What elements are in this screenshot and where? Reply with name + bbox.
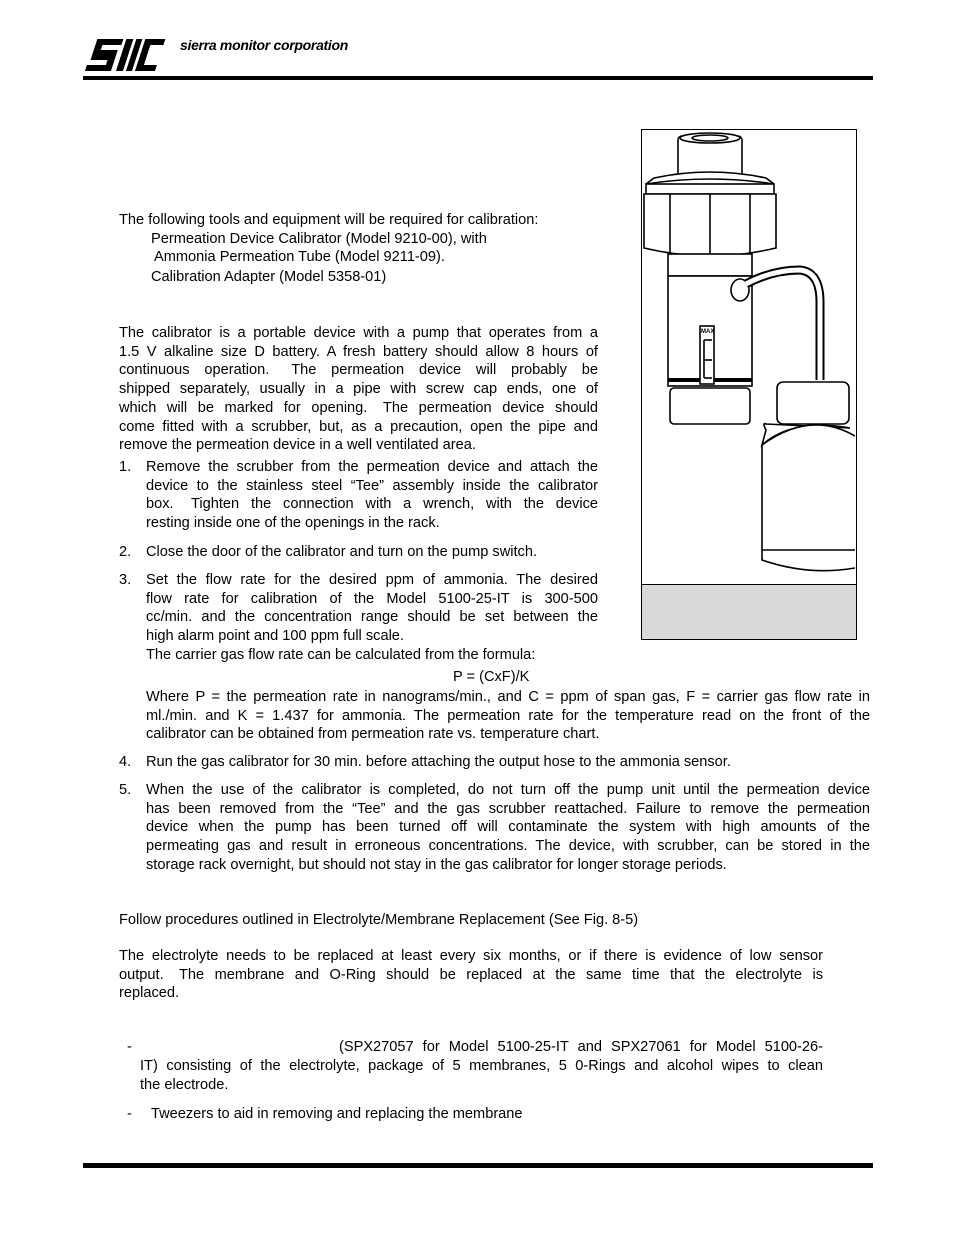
kit-line: IT) consisting of the electrolyte, package of 5 membranes, 5 0-Rings and alcohol wipes to clean: [140, 1058, 823, 1074]
company-logo: [84, 37, 176, 79]
step-line: flow rate for calibration of the Model 5100-25-IT is 300-500: [146, 590, 598, 607]
step-line: storage rack overnight, but should not stay in the gas calibrator for longer storage periods.: [146, 856, 727, 873]
step-number: 2.: [119, 544, 132, 560]
paragraph-line: The calibrator is a portable device with a pump that operates from a: [119, 325, 598, 341]
calibrator-paragraph: [119, 324, 598, 455]
step-number: 3.: [119, 572, 132, 588]
paragraph-line: The electrolyte needs to be replaced at least every six months, or if there is evidence of low sensor: [119, 948, 823, 964]
smc-logo-icon: [84, 37, 176, 73]
explanation-line: Where P = the permeation rate in nanograms/min., and C = ppm of span gas, F = carrier gas flow rate in: [146, 689, 870, 705]
tweezers-text: Tweezers to aid in removing and replacing the membrane: [151, 1106, 523, 1122]
step-line: resting inside one of the openings in the rack.: [146, 515, 440, 532]
step-line: has been removed from the “Tee” and the gas scrubber reattached. Failure to remove the permeation: [146, 800, 870, 817]
header-divider: [83, 76, 873, 80]
formula-intro: The carrier gas flow rate can be calculated from the formula:: [146, 646, 536, 663]
step-number: 1.: [119, 459, 132, 475]
company-name: sierra monitor corporation: [180, 37, 349, 53]
step-line: When the use of the calibrator is completed, do not turn off the pump unit until the permeation device: [146, 782, 870, 798]
electrolyte-paragraph: [119, 947, 823, 1003]
kit-line: (SPX27057 for Model 5100-25-IT and SPX27061 for Model 5100-26-: [339, 1039, 823, 1055]
paragraph-line: replaced.: [119, 985, 180, 1002]
electrolyte-procedure: Follow procedures outlined in Electrolyte/Membrane Replacement (See Fig. 8-5): [119, 912, 639, 928]
step-line: box. Tighten the connection with a wrench, with the device: [146, 496, 598, 513]
paragraph-line: shipped separately, usually in a pipe with screw cap ends, one of: [119, 381, 598, 398]
paragraph-line: come fitted with a scrubber, but, as a precaution, open the pipe and: [119, 418, 598, 435]
permeation-device-figure: [641, 129, 857, 639]
paragraph-line: 1.5 V alkaline size D battery. A fresh battery should allow 8 hours of: [119, 343, 598, 360]
step-line: Run the gas calibrator for 30 min. before attaching the output hose to the ammonia sensor.: [146, 754, 731, 770]
paragraph-line: remove the permeation device in a well ventilated area.: [119, 437, 476, 454]
tools-intro: The following tools and equipment will be required for calibration:: [119, 212, 539, 228]
step-line: Set the flow rate for the desired ppm of ammonia. The desired: [146, 572, 598, 588]
calibrator-illustration: [642, 130, 855, 585]
tools-item: Ammonia Permeation Tube (Model 9211-09).: [154, 249, 445, 265]
gauge-max-label: MAX: [701, 329, 715, 335]
figure-caption-box: [641, 584, 857, 640]
bullet-dash: -: [127, 1106, 132, 1122]
step-line: Remove the scrubber from the permeation device and attach the: [146, 459, 598, 475]
tools-item: Permeation Device Calibrator (Model 9210-00), with: [151, 231, 487, 247]
step-line: cc/min. and the concentration range should be set between the: [146, 609, 598, 626]
bullet-dash: -: [127, 1039, 132, 1055]
formula: P = (CxF)/K: [453, 669, 530, 685]
formula-explanation: [146, 688, 870, 744]
step-line: device to the stainless steel “Tee” assembly inside the calibrator: [146, 477, 598, 494]
step-line: Close the door of the calibrator and turn on the pump switch.: [146, 544, 538, 560]
step-line: high alarm point and 100 ppm full scale.: [146, 628, 404, 645]
step-number: 4.: [119, 754, 132, 770]
step-line: device when the pump has been turned off will contaminate the system with high amounts of the: [146, 819, 870, 836]
kit-line: the electrode.: [140, 1077, 229, 1093]
explanation-line: ml./min. and K = 1.437 for ammonia. The permeation rate for the temperature read on the front of the: [146, 707, 870, 724]
tools-item: Calibration Adapter (Model 5358-01): [151, 269, 387, 285]
paragraph-line: output. The membrane and O-Ring should be replaced at the same time that the electrolyte is: [119, 966, 823, 983]
footer-divider: [83, 1163, 873, 1168]
paragraph-line: continuous operation. The permeation device will probably be: [119, 362, 598, 379]
paragraph-line: which will be marked for opening. The permeation device should: [119, 399, 598, 416]
step-number: 5.: [119, 782, 132, 798]
explanation-line: calibrator can be obtained from permeation rate vs. temperature chart.: [146, 726, 600, 743]
step-line: permeating gas and result in erroneous concentrations. The device, with scrubber, can be stored in the: [146, 838, 870, 855]
